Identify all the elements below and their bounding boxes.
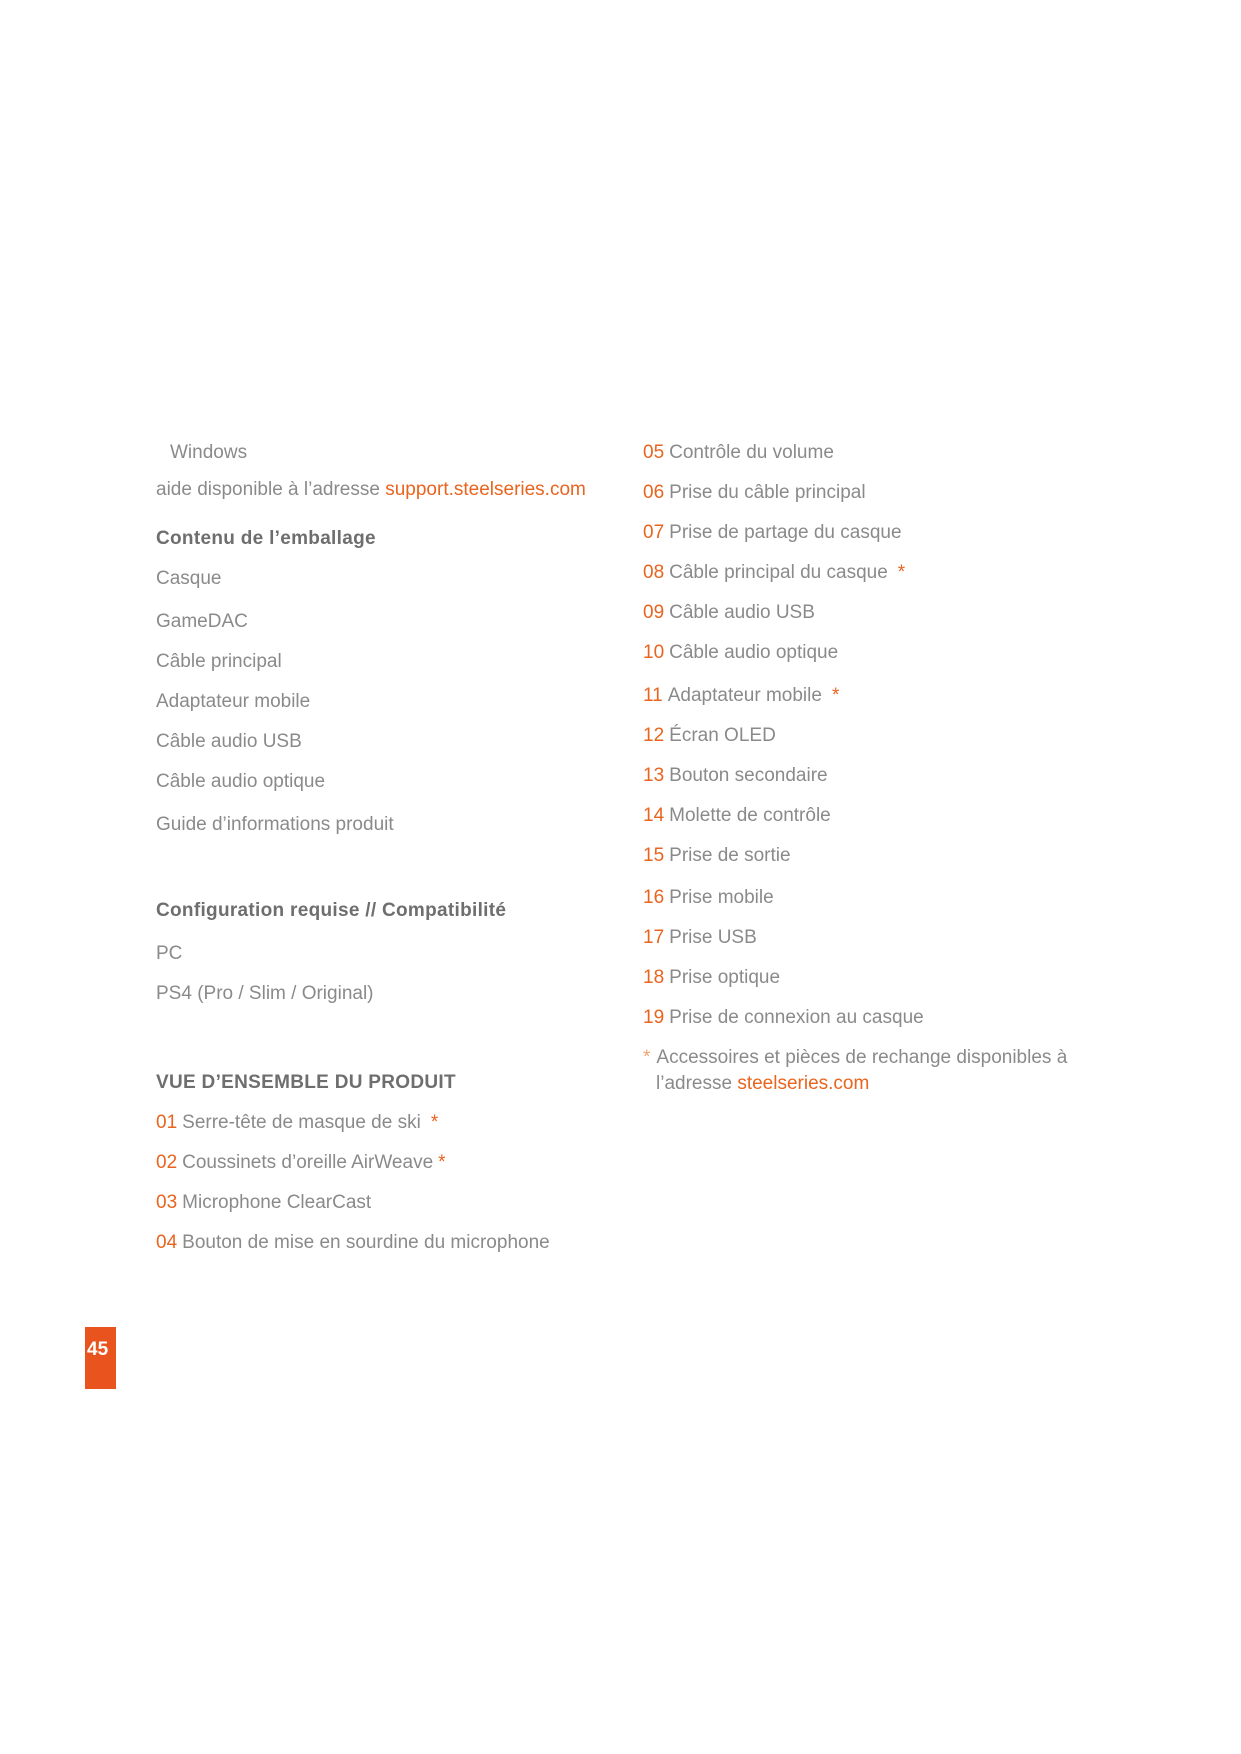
item-label: Contrôle du volume (669, 442, 834, 463)
overview-item (643, 804, 831, 828)
overview-item (643, 601, 815, 625)
item-number: 14 (643, 805, 665, 826)
item-number: 16 (643, 887, 665, 908)
item-number: 11 (643, 685, 663, 706)
item-number: 13 (643, 765, 665, 786)
item-label: Coussinets d’oreille AirWeave (182, 1152, 434, 1173)
item-label: Microphone ClearCast (182, 1192, 372, 1213)
overview-item (643, 926, 757, 950)
package-item: Guide d’informations produit (156, 814, 394, 835)
item-label: Adaptateur mobile (667, 685, 822, 706)
item-label: Prise USB (669, 927, 757, 948)
item-number: 01 (156, 1112, 178, 1133)
replacement-note-line2 (656, 1072, 869, 1096)
item-label: Prise du câble principal (669, 482, 866, 503)
item-label: Câble principal du casque (669, 562, 888, 583)
overview-item (156, 1191, 371, 1215)
package-item: Câble audio USB (156, 731, 302, 752)
item-number: 18 (643, 967, 665, 988)
item-number: 08 (643, 562, 665, 583)
overview-item (156, 1151, 446, 1175)
item-number: 03 (156, 1192, 178, 1213)
item-label: Câble audio optique (669, 642, 839, 663)
item-number: 19 (643, 1007, 665, 1028)
steelseries-link[interactable]: steelseries.com (737, 1073, 870, 1094)
windows-text: Windows (170, 442, 248, 463)
item-number: 12 (643, 725, 665, 746)
overview-item (156, 1111, 438, 1135)
package-heading: Contenu de l’emballage (156, 528, 376, 549)
overview-item (643, 521, 902, 545)
item-number: 04 (156, 1232, 178, 1253)
replaceable-star: * (897, 562, 906, 583)
item-number: 06 (643, 482, 665, 503)
overview-item (643, 844, 791, 868)
replacement-note-line1 (643, 1046, 1067, 1070)
item-label: Prise de partage du casque (669, 522, 902, 543)
package-item: Câble audio optique (156, 771, 326, 792)
replaceable-star: * (430, 1112, 439, 1133)
note-text: Accessoires et pièces de rechange disponibles à (656, 1047, 1068, 1068)
support-prefix: aide disponible à l’adresse (156, 479, 386, 500)
package-item: Câble principal (156, 651, 282, 672)
item-label: Prise optique (669, 967, 781, 988)
overview-item (643, 561, 905, 585)
item-number: 17 (643, 927, 665, 948)
replaceable-star: * (438, 1152, 446, 1173)
item-number: 09 (643, 602, 665, 623)
item-label: Bouton de mise en sourdine du microphone (182, 1232, 550, 1253)
support-link[interactable]: support.steelseries.com (385, 479, 586, 500)
overview-heading: VUE D’ENSEMBLE DU PRODUIT (156, 1072, 456, 1093)
package-item: GameDAC (156, 611, 248, 632)
page-number: 45 (87, 1339, 109, 1360)
overview-item (643, 886, 774, 910)
item-label: Prise mobile (669, 887, 774, 908)
item-label: Molette de contrôle (669, 805, 831, 826)
overview-item (156, 1231, 550, 1255)
note-prefix: l’adresse (656, 1073, 738, 1094)
overview-item (643, 481, 866, 505)
package-item: Casque (156, 568, 222, 589)
overview-item (643, 684, 839, 708)
replaceable-star: * (831, 685, 840, 706)
overview-item (643, 764, 828, 788)
overview-item (643, 966, 780, 990)
item-number: 15 (643, 845, 665, 866)
overview-item (643, 641, 838, 665)
compat-item: PS4 (Pro / Slim / Original) (156, 983, 374, 1004)
compat-heading: Configuration requise // Compatibilité (156, 900, 507, 921)
item-label: Câble audio USB (669, 602, 815, 623)
package-item: Adaptateur mobile (156, 691, 311, 712)
item-label: Écran OLED (669, 725, 776, 746)
item-label: Prise de connexion au casque (669, 1007, 924, 1028)
overview-item (643, 441, 834, 465)
item-number: 10 (643, 642, 665, 663)
item-label: Bouton secondaire (669, 765, 828, 786)
compat-item: PC (156, 943, 183, 964)
support-line (156, 478, 586, 502)
item-number: 07 (643, 522, 665, 543)
overview-item (643, 1006, 924, 1030)
item-label: Serre-tête de masque de ski (182, 1112, 421, 1133)
page-number-badge (85, 1327, 116, 1389)
note-asterisk: * (643, 1047, 651, 1068)
item-label: Prise de sortie (669, 845, 791, 866)
item-number: 02 (156, 1152, 178, 1173)
overview-item (643, 724, 776, 748)
item-number: 05 (643, 442, 665, 463)
